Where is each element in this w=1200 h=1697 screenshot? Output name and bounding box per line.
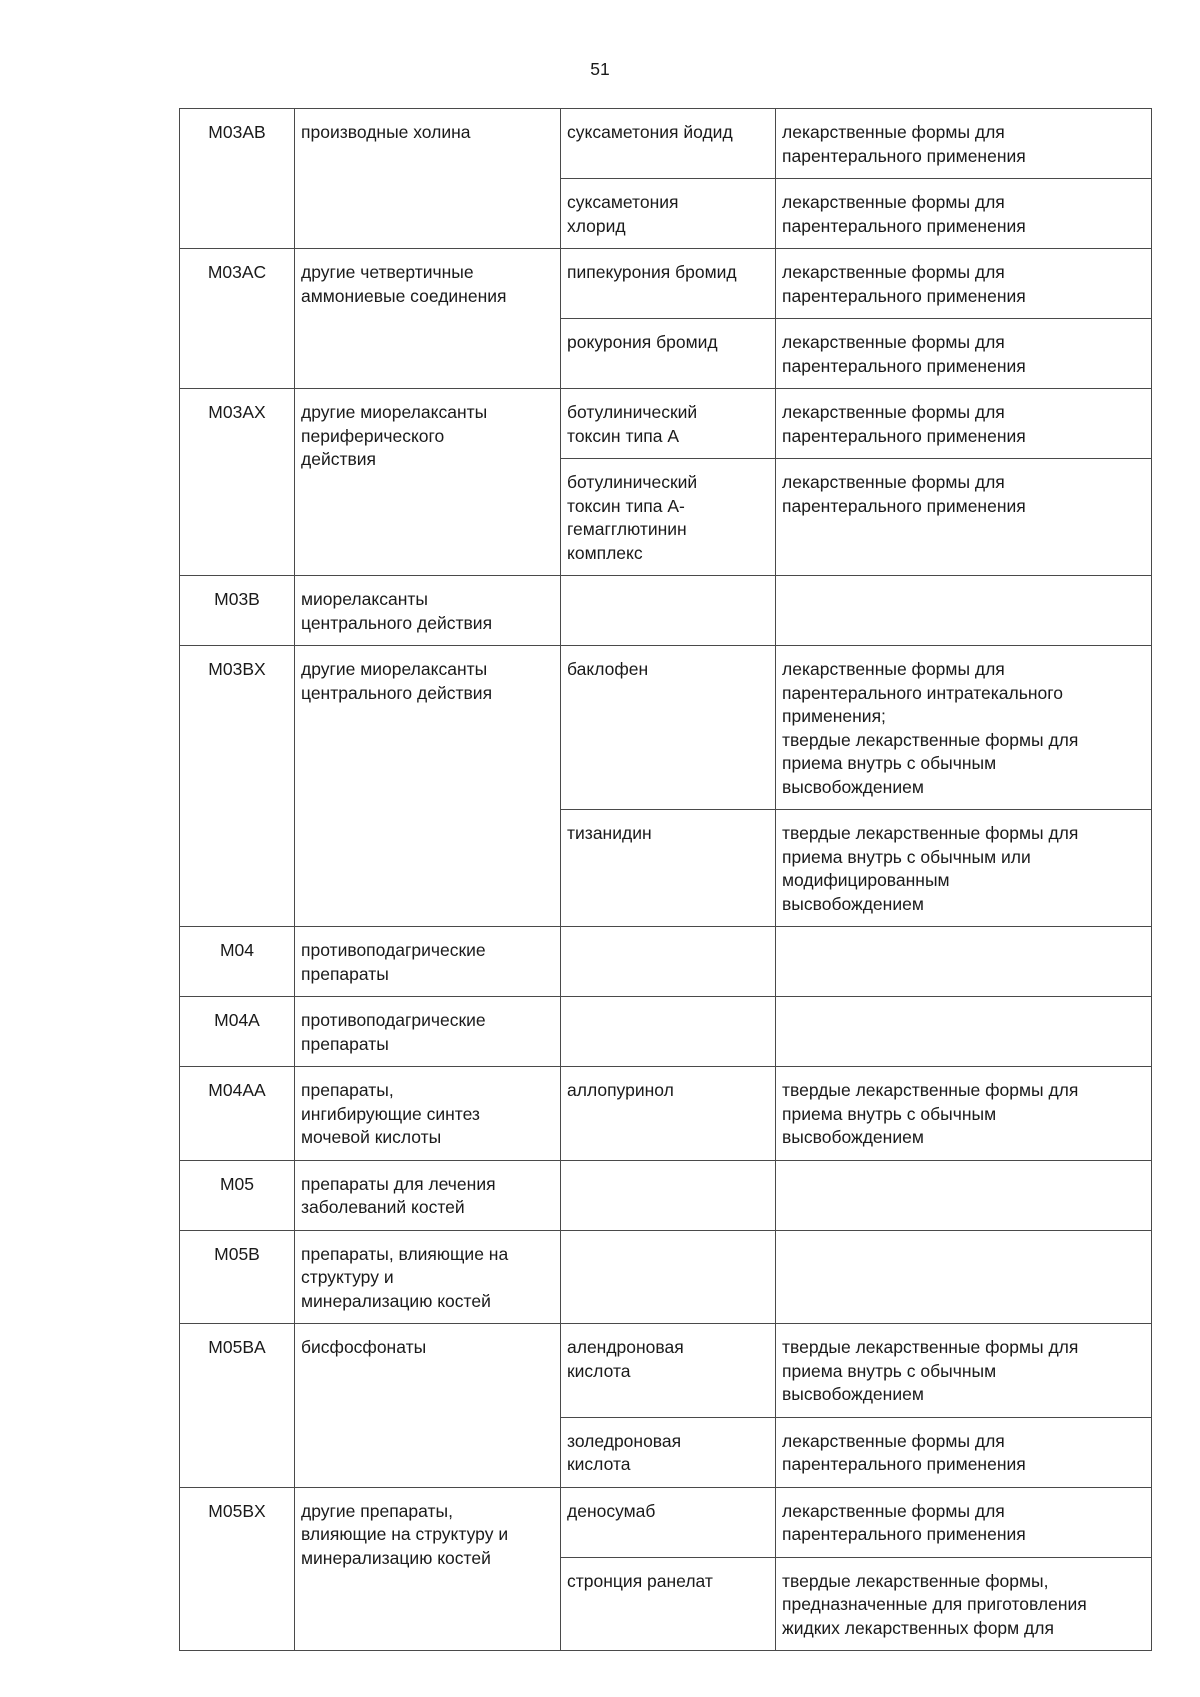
drug-name-cell: суксаметония хлорид bbox=[561, 179, 776, 249]
table-row bbox=[180, 927, 1152, 997]
dosage-form-cell: лекарственные формы для парентерального применения bbox=[776, 1417, 1152, 1487]
dosage-form-cell: лекарственные формы для парентерального применения bbox=[776, 179, 1152, 249]
drug-name-cell bbox=[561, 1230, 776, 1324]
drug-name-cell: ботулинический токсин типа А bbox=[561, 389, 776, 459]
drug-name-cell: суксаметония йодид bbox=[561, 109, 776, 179]
anatomical-therapeutic-group-cell: другие препараты, влияющие на структуру и минерализацию костей bbox=[295, 1487, 561, 1651]
table-row bbox=[180, 109, 1152, 179]
table-row bbox=[180, 1067, 1152, 1161]
table-row bbox=[180, 1230, 1152, 1324]
drug-name-cell bbox=[561, 576, 776, 646]
table-row bbox=[180, 1487, 1152, 1557]
drug-name-cell: ботулинический токсин типа А- гемагглютинин комплекс bbox=[561, 459, 776, 576]
dosage-form-cell: лекарственные формы для парентерального применения bbox=[776, 249, 1152, 319]
table-row bbox=[180, 646, 1152, 810]
drug-name-cell bbox=[561, 1160, 776, 1230]
atc-code-cell: M05B bbox=[180, 1230, 295, 1324]
dosage-form-cell: твердые лекарственные формы для приема внутрь с обычным высвобождением bbox=[776, 1324, 1152, 1418]
drug-name-cell: стронция ранелат bbox=[561, 1557, 776, 1651]
dosage-form-cell bbox=[776, 1230, 1152, 1324]
dosage-form-cell: твердые лекарственные формы для приема внутрь с обычным высвобождением bbox=[776, 1067, 1152, 1161]
table-row bbox=[180, 997, 1152, 1067]
dosage-form-cell bbox=[776, 1160, 1152, 1230]
atc-code-cell: M04 bbox=[180, 927, 295, 997]
dosage-form-cell: лекарственные формы для парентерального применения bbox=[776, 109, 1152, 179]
drug-name-cell: баклофен bbox=[561, 646, 776, 810]
anatomical-therapeutic-group-cell: производные холина bbox=[295, 109, 561, 249]
atc-code-cell: M04A bbox=[180, 997, 295, 1067]
atc-code-cell: M03BX bbox=[180, 646, 295, 927]
drug-name-cell bbox=[561, 927, 776, 997]
atc-classification-table bbox=[179, 108, 1152, 1651]
table-row bbox=[180, 576, 1152, 646]
atc-code-cell: M05BA bbox=[180, 1324, 295, 1488]
drug-name-cell: золедроновая кислота bbox=[561, 1417, 776, 1487]
page-number: 51 bbox=[590, 59, 610, 79]
table-row bbox=[180, 389, 1152, 459]
dosage-form-cell bbox=[776, 927, 1152, 997]
table-row bbox=[180, 1160, 1152, 1230]
dosage-form-cell: твердые лекарственные формы, предназначенные для приготовления жидких лекарственных форм для bbox=[776, 1557, 1152, 1651]
drug-name-cell: алендроновая кислота bbox=[561, 1324, 776, 1418]
drug-name-cell: деносумаб bbox=[561, 1487, 776, 1557]
anatomical-therapeutic-group-cell: другие миорелаксанты центрального действия bbox=[295, 646, 561, 927]
atc-code-cell: M04AA bbox=[180, 1067, 295, 1161]
anatomical-therapeutic-group-cell: препараты, ингибирующие синтез мочевой кислоты bbox=[295, 1067, 561, 1161]
dosage-form-cell: лекарственные формы для парентерального применения bbox=[776, 459, 1152, 576]
dosage-form-cell bbox=[776, 576, 1152, 646]
atc-code-cell: M03AB bbox=[180, 109, 295, 249]
anatomical-therapeutic-group-cell: противоподагрические препараты bbox=[295, 997, 561, 1067]
atc-code-cell: M05BX bbox=[180, 1487, 295, 1651]
dosage-form-cell: лекарственные формы для парентерального интратекального применения; твердые лекарственные формы для приема внутрь с обычным высвобождением bbox=[776, 646, 1152, 810]
anatomical-therapeutic-group-cell: миорелаксанты центрального действия bbox=[295, 576, 561, 646]
drug-name-cell: пипекурония бромид bbox=[561, 249, 776, 319]
anatomical-therapeutic-group-cell: препараты, влияющие на структуру и минерализацию костей bbox=[295, 1230, 561, 1324]
table-body bbox=[180, 109, 1152, 1651]
dosage-form-cell: твердые лекарственные формы для приема внутрь с обычным или модифицированным высвобождением bbox=[776, 810, 1152, 927]
atc-code-cell: M03B bbox=[180, 576, 295, 646]
dosage-form-cell bbox=[776, 997, 1152, 1067]
dosage-form-cell: лекарственные формы для парентерального применения bbox=[776, 389, 1152, 459]
table-row bbox=[180, 1324, 1152, 1418]
drug-name-cell: аллопуринол bbox=[561, 1067, 776, 1161]
drug-name-cell bbox=[561, 997, 776, 1067]
atc-code-cell: M05 bbox=[180, 1160, 295, 1230]
anatomical-therapeutic-group-cell: препараты для лечения заболеваний костей bbox=[295, 1160, 561, 1230]
anatomical-therapeutic-group-cell: противоподагрические препараты bbox=[295, 927, 561, 997]
atc-code-cell: M03AX bbox=[180, 389, 295, 576]
anatomical-therapeutic-group-cell: бисфосфонаты bbox=[295, 1324, 561, 1488]
drug-name-cell: рокурония бромид bbox=[561, 319, 776, 389]
anatomical-therapeutic-group-cell: другие четвертичные аммониевые соединения bbox=[295, 249, 561, 389]
anatomical-therapeutic-group-cell: другие миорелаксанты периферического действия bbox=[295, 389, 561, 576]
table-row bbox=[180, 249, 1152, 319]
dosage-form-cell: лекарственные формы для парентерального применения bbox=[776, 1487, 1152, 1557]
drug-name-cell: тизанидин bbox=[561, 810, 776, 927]
atc-code-cell: M03AC bbox=[180, 249, 295, 389]
dosage-form-cell: лекарственные формы для парентерального применения bbox=[776, 319, 1152, 389]
